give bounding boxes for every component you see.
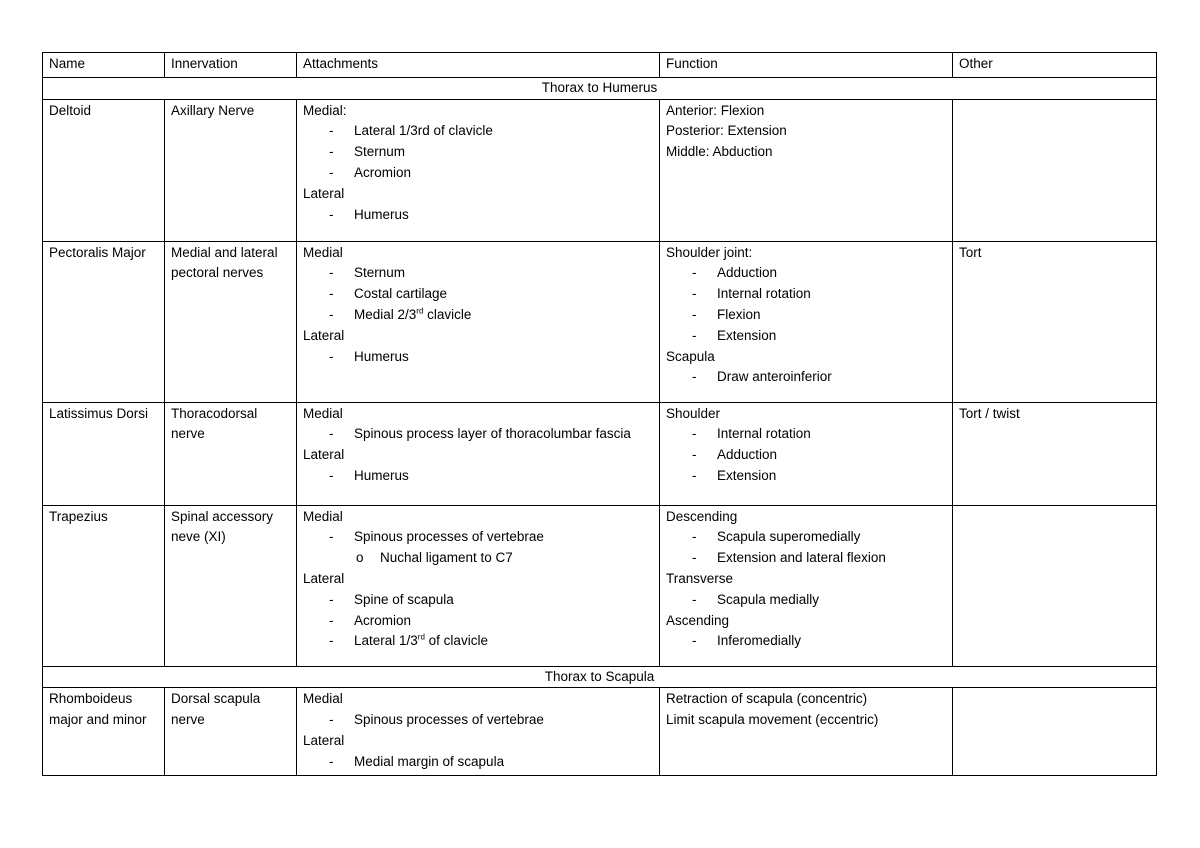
- attachment-medial-label: Medial: [303, 691, 343, 707]
- list-item: - Inferomedially: [666, 631, 946, 652]
- list-item: [303, 631, 653, 652]
- attachment-medial-list: [303, 121, 653, 183]
- header-row: [43, 53, 1157, 78]
- list-item-text: clavicle: [423, 306, 472, 322]
- function-cell: [660, 688, 953, 775]
- header-function: Function: [660, 53, 953, 78]
- list-item: - Flexion: [666, 305, 946, 326]
- other-cell: Tort / twist: [953, 402, 1157, 505]
- attachment-medial-list: [303, 710, 653, 731]
- section-row-thorax-scapula: [43, 666, 1157, 688]
- table-row-latissimus: [43, 402, 1157, 505]
- innervation-cell: Axillary Nerve: [165, 99, 297, 241]
- list-item: - Extension: [666, 466, 946, 487]
- attachment-sub-list: [354, 548, 653, 569]
- list-item: - Spinous processes of vertebrae: [303, 710, 653, 731]
- attachment-medial-label: Medial: [303, 508, 343, 524]
- function-cell: [660, 99, 953, 241]
- attachments-cell: [297, 99, 660, 241]
- attachment-lateral-list: [303, 347, 653, 368]
- attachment-lateral-list: [303, 590, 653, 652]
- list-item: - Costal cartilage: [303, 284, 653, 305]
- muscle-name: Trapezius: [43, 505, 165, 666]
- muscle-name: Rhomboideus major and minor: [43, 688, 165, 775]
- header-other: Other: [953, 53, 1157, 78]
- list-item: - Medial margin of scapula: [303, 752, 653, 773]
- muscle-table: [42, 52, 1157, 776]
- attachments-cell: [297, 505, 660, 666]
- attachment-lateral-label: Lateral: [303, 185, 345, 201]
- function-line: Posterior: Extension: [666, 123, 787, 139]
- list-item: - Spinous process layer of thoracolumbar fascia: [303, 424, 653, 445]
- attachment-medial-list: [303, 527, 653, 569]
- list-item-text: Spinous processes of vertebrae: [354, 529, 544, 545]
- section-title-thorax-humerus: Thorax to Humerus: [43, 77, 1157, 99]
- muscle-name: Pectoralis Major: [43, 241, 165, 402]
- function-group-label: Descending: [666, 508, 738, 524]
- superscript: rd: [417, 632, 425, 642]
- function-scapula-list: [666, 367, 946, 388]
- list-item: - Extension and lateral flexion: [666, 548, 946, 569]
- function-descending-list: [666, 527, 946, 569]
- list-item: - Sternum: [303, 142, 653, 163]
- attachments-cell: [297, 241, 660, 402]
- innervation-cell: Spinal accessory neve (XI): [165, 505, 297, 666]
- attachment-medial-label: Medial: [303, 405, 343, 421]
- attachments-cell: [297, 402, 660, 505]
- list-item: [303, 527, 653, 569]
- attachment-lateral-list: [303, 205, 653, 226]
- other-cell: [953, 688, 1157, 775]
- function-group-label: Scapula: [666, 348, 715, 364]
- list-item: - Internal rotation: [666, 424, 946, 445]
- muscle-name: Latissimus Dorsi: [43, 402, 165, 505]
- header-name: Name: [43, 53, 165, 78]
- function-group-label: Shoulder joint:: [666, 244, 753, 260]
- list-item: - Scapula medially: [666, 590, 946, 611]
- attachment-lateral-label: Lateral: [303, 570, 345, 586]
- list-item-text: of clavicle: [424, 633, 488, 649]
- function-line: Retraction of scapula (concentric): [666, 691, 868, 707]
- table-row-rhomboideus: [43, 688, 1157, 775]
- attachment-medial-label: Medial: [303, 244, 343, 260]
- function-shoulder-list: [666, 263, 946, 346]
- list-item: - Extension: [666, 326, 946, 347]
- list-item: - Adduction: [666, 263, 946, 284]
- list-item-text: Medial 2/3: [354, 306, 417, 322]
- list-item: - Internal rotation: [666, 284, 946, 305]
- function-cell: [660, 241, 953, 402]
- attachment-medial-list: [303, 424, 653, 445]
- section-title-thorax-scapula: Thorax to Scapula: [43, 666, 1157, 688]
- header-innervation: Innervation: [165, 53, 297, 78]
- table-row-trapezius: [43, 505, 1157, 666]
- section-row-thorax-humerus: [43, 77, 1157, 99]
- list-item: - Humerus: [303, 347, 653, 368]
- attachment-medial-label: Medial:: [303, 102, 347, 118]
- function-shoulder-list: [666, 424, 946, 486]
- table-row-deltoid: [43, 99, 1157, 241]
- function-group-label: Ascending: [666, 612, 730, 628]
- other-cell: [953, 99, 1157, 241]
- other-cell: Tort: [953, 241, 1157, 402]
- innervation-cell: Dorsal scapula nerve: [165, 688, 297, 775]
- list-item: - Acromion: [303, 611, 653, 632]
- function-group-label: Shoulder: [666, 405, 721, 421]
- muscle-name: Deltoid: [43, 99, 165, 241]
- list-item: - Spine of scapula: [303, 590, 653, 611]
- header-attachments: Attachments: [297, 53, 660, 78]
- other-cell: [953, 505, 1157, 666]
- list-item: - Acromion: [303, 163, 653, 184]
- list-item: - Lateral 1/3rd of clavicle: [303, 121, 653, 142]
- function-transverse-list: [666, 590, 946, 611]
- list-item-text: Lateral 1/3: [354, 633, 418, 649]
- table-row-pectoralis: [43, 241, 1157, 402]
- sub-list-item: o Nuchal ligament to C7: [354, 548, 653, 569]
- list-item: - Sternum: [303, 263, 653, 284]
- function-cell: [660, 505, 953, 666]
- list-item: - Humerus: [303, 466, 653, 487]
- function-cell: [660, 402, 953, 505]
- attachment-lateral-list: [303, 752, 653, 773]
- attachment-lateral-label: Lateral: [303, 447, 345, 463]
- innervation-cell: Thoracodorsal nerve: [165, 402, 297, 505]
- attachment-lateral-label: Lateral: [303, 732, 345, 748]
- attachment-medial-list: [303, 263, 653, 325]
- function-group-label: Transverse: [666, 570, 734, 586]
- innervation-cell: Medial and lateral pectoral nerves: [165, 241, 297, 402]
- superscript: rd: [416, 306, 424, 316]
- function-line: Middle: Abduction: [666, 144, 773, 160]
- attachments-cell: [297, 688, 660, 775]
- attachment-lateral-label: Lateral: [303, 327, 345, 343]
- list-item: - Scapula superomedially: [666, 527, 946, 548]
- function-line: Anterior: Flexion: [666, 102, 765, 118]
- attachment-lateral-list: [303, 466, 653, 487]
- list-item: - Adduction: [666, 445, 946, 466]
- function-ascending-list: [666, 631, 946, 652]
- list-item: - Humerus: [303, 205, 653, 226]
- function-line: Limit scapula movement (eccentric): [666, 712, 879, 728]
- list-item: [303, 305, 653, 326]
- list-item: - Draw anteroinferior: [666, 367, 946, 388]
